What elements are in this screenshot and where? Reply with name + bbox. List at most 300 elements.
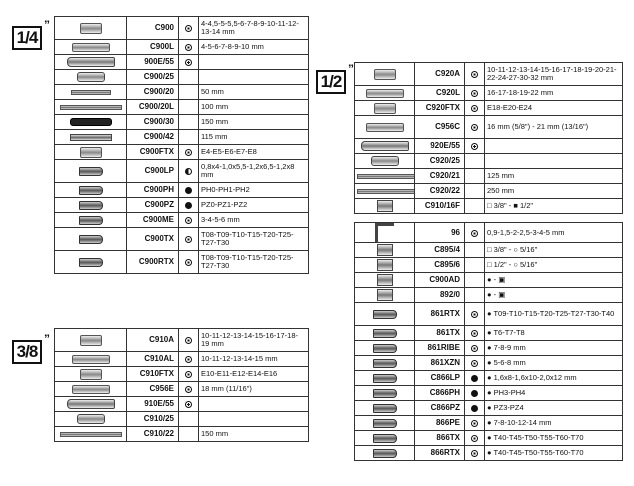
ring-symbol-icon	[471, 311, 478, 318]
sock-long-icon	[366, 89, 404, 98]
tool-image-cell	[55, 55, 127, 70]
table-row	[355, 303, 623, 326]
product-code: C900PH	[127, 183, 179, 198]
product-code: 892/0	[415, 288, 465, 303]
product-code: 861TX	[415, 326, 465, 341]
tool-image-cell	[355, 273, 415, 288]
fill-symbol-icon	[471, 375, 478, 382]
size-range: 150 mm	[199, 427, 309, 442]
profile-symbol-cell	[179, 397, 199, 412]
profile-symbol-cell	[465, 243, 485, 258]
cross-symbol-icon	[185, 59, 192, 66]
sock-long-icon	[72, 43, 110, 52]
product-code: 910E/55	[127, 397, 179, 412]
size-range: ● PH3-PH4	[485, 386, 623, 401]
sock-icon	[374, 69, 396, 80]
size-range: ● - ▣	[485, 273, 623, 288]
size-range: 250 mm	[485, 184, 623, 199]
size-range: E18-E20-E24	[485, 101, 623, 116]
table-row	[355, 416, 623, 431]
product-code: 900E/55	[127, 55, 179, 70]
tool-image-cell	[355, 243, 415, 258]
tool-image-cell	[355, 258, 415, 273]
table-row	[55, 115, 309, 130]
profile-symbol-cell	[465, 326, 485, 341]
product-code: C910/22	[127, 427, 179, 442]
table-row	[355, 154, 623, 169]
table-row	[55, 412, 309, 427]
tool-image-cell	[55, 183, 127, 198]
ring-symbol-icon	[471, 360, 478, 367]
tool-image-cell	[55, 198, 127, 213]
tool-image-cell	[55, 213, 127, 228]
product-code: C900FTX	[127, 145, 179, 160]
drive-badge-quarter: 1/4	[12, 26, 42, 50]
product-code: 866PE	[415, 416, 465, 431]
profile-symbol-cell	[179, 213, 199, 228]
size-range: 3-4-5-6 mm	[199, 213, 309, 228]
ring-symbol-icon	[471, 345, 478, 352]
size-range	[199, 55, 309, 70]
size-range: 16 mm (5/8") - 21 mm (13/16")	[485, 116, 623, 139]
fill-symbol-icon	[185, 202, 192, 209]
table-row	[355, 341, 623, 356]
ring-symbol-icon	[185, 371, 192, 378]
product-code: C900/25	[127, 70, 179, 85]
table-row	[355, 243, 623, 258]
table-row	[55, 228, 309, 251]
size-range: ● - ▣	[485, 288, 623, 303]
sock-long-icon	[72, 385, 110, 394]
bit-icon	[373, 419, 397, 428]
tool-image-cell	[55, 17, 127, 40]
size-range: ● T40-T45-T50-T55-T60-T70	[485, 431, 623, 446]
sock-icon	[80, 23, 102, 34]
size-range: E10-E11-E12-E14-E16	[199, 367, 309, 382]
fill-symbol-icon	[185, 187, 192, 194]
product-code: C900L	[127, 40, 179, 55]
bit-icon	[373, 329, 397, 338]
drive-badge-half: 1/2	[316, 70, 346, 94]
size-range: T08-T09-T10-T15-T20-T25-T27-T30	[199, 228, 309, 251]
adapter-icon	[377, 200, 393, 212]
bit-icon	[79, 201, 103, 210]
table-row	[55, 130, 309, 145]
table-row	[355, 86, 623, 101]
hex-icon	[375, 223, 394, 242]
size-range: E4-E5-E6-E7-E8	[199, 145, 309, 160]
ring-symbol-icon	[471, 230, 478, 237]
profile-symbol-cell	[465, 386, 485, 401]
product-code: C900/30	[127, 115, 179, 130]
size-range: 100 mm	[199, 100, 309, 115]
product-code: C910/16F	[415, 199, 465, 214]
table-row	[55, 367, 309, 382]
tool-image-cell	[55, 228, 127, 251]
ring-symbol-icon	[185, 149, 192, 156]
product-code: 861XZN	[415, 356, 465, 371]
tool-image-cell	[355, 199, 415, 214]
table-row	[55, 55, 309, 70]
tool-image-cell	[355, 303, 415, 326]
product-code: C895/6	[415, 258, 465, 273]
ratchet-icon	[361, 141, 409, 151]
product-code: C900ME	[127, 213, 179, 228]
product-code: C900/42	[127, 130, 179, 145]
sock-icon	[374, 103, 396, 114]
sock-long-icon	[72, 355, 110, 364]
profile-symbol-cell	[465, 401, 485, 416]
size-range: 125 mm	[485, 169, 623, 184]
ring-symbol-icon	[185, 25, 192, 32]
profile-symbol-cell	[179, 427, 199, 442]
profile-symbol-cell	[179, 352, 199, 367]
bit-icon	[79, 167, 103, 176]
profile-symbol-cell	[465, 101, 485, 116]
drive-badge-three-eighths: 3/8	[12, 340, 42, 364]
adapter-icon	[377, 244, 393, 256]
size-range: ● 1,6x8-1,6x10-2,0x12 mm	[485, 371, 623, 386]
bar-icon	[60, 105, 122, 110]
table-row	[55, 397, 309, 412]
tool-image-cell	[55, 352, 127, 367]
ring-symbol-icon	[185, 236, 192, 243]
tool-image-cell	[355, 341, 415, 356]
table-row	[55, 145, 309, 160]
table-row	[355, 199, 623, 214]
profile-symbol-cell	[465, 199, 485, 214]
profile-symbol-cell	[179, 17, 199, 40]
product-code: 866RTX	[415, 446, 465, 461]
profile-symbol-cell	[465, 371, 485, 386]
adapter-icon	[377, 259, 393, 271]
tool-image-cell	[55, 40, 127, 55]
size-range: ● T09-T10-T15-T20-T25-T27-T30-T40	[485, 303, 623, 326]
ring-symbol-icon	[471, 420, 478, 427]
sock-icon	[80, 369, 102, 380]
bit-icon	[373, 359, 397, 368]
ring-symbol-icon	[185, 356, 192, 363]
tool-image-cell	[55, 160, 127, 183]
tool-image-cell	[55, 382, 127, 397]
bit-icon	[79, 186, 103, 195]
product-code: C900LP	[127, 160, 179, 183]
ring-symbol-icon	[185, 217, 192, 224]
bar-icon	[60, 432, 122, 437]
size-range: 16-17-18-19-22 mm	[485, 86, 623, 101]
table-row	[355, 401, 623, 416]
tool-image-cell	[55, 367, 127, 382]
tool-image-cell	[55, 251, 127, 274]
spec-table-half	[354, 62, 623, 214]
size-range: T08-T09-T10-T15-T20-T25-T27-T30	[199, 251, 309, 274]
tool-image-cell	[355, 139, 415, 154]
drive-quote-three-eighths: ”	[44, 332, 50, 346]
size-range	[199, 70, 309, 85]
product-code: C900PZ	[127, 198, 179, 213]
profile-symbol-cell	[179, 130, 199, 145]
bit-icon	[373, 389, 397, 398]
size-range: PZ0-PZ1-PZ2	[199, 198, 309, 213]
profile-symbol-cell	[179, 367, 199, 382]
tool-image-cell	[55, 100, 127, 115]
table-row	[355, 431, 623, 446]
table-row	[355, 63, 623, 86]
size-range: 0,8x4-1,0x5,5-1,2x6,5-1,2x8 mm	[199, 160, 309, 183]
size-range: ● 7-8-10-12-14 mm	[485, 416, 623, 431]
profile-symbol-cell	[465, 416, 485, 431]
tool-image-cell	[355, 416, 415, 431]
spec-table-three-eighths	[54, 328, 309, 442]
product-code: C866PH	[415, 386, 465, 401]
tool-image-cell	[55, 145, 127, 160]
size-range	[485, 139, 623, 154]
tool-image-cell	[355, 63, 415, 86]
profile-symbol-cell	[465, 63, 485, 86]
size-range: 10-11-12-13-14-15-16-17-18-19 mm	[199, 329, 309, 352]
product-code: C920/25	[415, 154, 465, 169]
tool-image-cell	[355, 86, 415, 101]
tool-image-cell	[355, 154, 415, 169]
tool-image-cell	[355, 288, 415, 303]
ring-symbol-icon	[471, 90, 478, 97]
profile-symbol-cell	[465, 116, 485, 139]
ring-symbol-icon	[471, 330, 478, 337]
ratchet-icon	[67, 57, 115, 67]
table-row	[355, 184, 623, 199]
tool-image-cell	[355, 101, 415, 116]
table-row	[355, 371, 623, 386]
profile-symbol-cell	[179, 40, 199, 55]
tool-image-cell	[355, 446, 415, 461]
profile-symbol-cell	[179, 198, 199, 213]
tool-image-cell	[55, 397, 127, 412]
profile-symbol-cell	[179, 115, 199, 130]
spec-table-quarter	[54, 16, 309, 274]
tool-image-cell	[55, 70, 127, 85]
profile-symbol-cell	[465, 86, 485, 101]
product-code: C956E	[127, 382, 179, 397]
size-range: □ 3/8" - ○ 5/16"	[485, 243, 623, 258]
tbar-icon	[70, 134, 112, 141]
size-range	[199, 397, 309, 412]
tool-image-cell	[55, 412, 127, 427]
bit-icon	[373, 404, 397, 413]
profile-symbol-cell	[465, 288, 485, 303]
profile-symbol-cell	[465, 258, 485, 273]
product-code: C920L	[415, 86, 465, 101]
profile-symbol-cell	[465, 169, 485, 184]
fill-symbol-icon	[471, 390, 478, 397]
table-row	[55, 70, 309, 85]
product-code: 861RTX	[415, 303, 465, 326]
product-code: C910FTX	[127, 367, 179, 382]
profile-symbol-cell	[179, 100, 199, 115]
product-code: C910A	[127, 329, 179, 352]
drive-quote-half: ”	[348, 62, 354, 76]
ring-symbol-icon	[471, 450, 478, 457]
ujoint-icon	[77, 72, 105, 82]
tool-image-cell	[355, 169, 415, 184]
size-range: 10-11-12-13-14-15 mm	[199, 352, 309, 367]
table-row	[55, 17, 309, 40]
ring-symbol-icon	[471, 435, 478, 442]
tool-image-cell	[355, 116, 415, 139]
size-range: □ 1/2" - ○ 5/16"	[485, 258, 623, 273]
sock-long-icon	[366, 123, 404, 132]
table-row	[355, 273, 623, 288]
tool-image-cell	[355, 431, 415, 446]
tool-image-cell	[355, 326, 415, 341]
size-range: ● 7-8-9 mm	[485, 341, 623, 356]
bit-icon	[373, 310, 397, 319]
table-row	[55, 352, 309, 367]
cross-symbol-icon	[185, 401, 192, 408]
size-range: 4-5-6-7-8-9-10 mm	[199, 40, 309, 55]
ujoint-icon	[77, 414, 105, 424]
product-code: C956C	[415, 116, 465, 139]
size-range: 18 mm (11/16")	[199, 382, 309, 397]
product-code: C920/21	[415, 169, 465, 184]
table-row	[355, 116, 623, 139]
size-range: 4-4,5-5-5,5-6-7-8-9-10-11-12-13-14 mm	[199, 17, 309, 40]
size-range: 10-11-12-13-14-15-16-17-18-19-20-21-22-24-27-30-32 mm	[485, 63, 623, 86]
table-row	[355, 288, 623, 303]
spec-table-bits	[354, 222, 623, 461]
table-row	[55, 329, 309, 352]
profile-symbol-cell	[465, 303, 485, 326]
table-row	[55, 198, 309, 213]
profile-symbol-cell	[179, 382, 199, 397]
ring-symbol-icon	[185, 44, 192, 51]
product-code: C900RTX	[127, 251, 179, 274]
bit-icon	[373, 434, 397, 443]
profile-symbol-cell	[179, 412, 199, 427]
table-row	[55, 40, 309, 55]
profile-symbol-cell	[465, 223, 485, 243]
table-row	[355, 169, 623, 184]
product-code: C920A	[415, 63, 465, 86]
ring-symbol-icon	[185, 337, 192, 344]
profile-symbol-cell	[179, 329, 199, 352]
tool-image-cell	[355, 386, 415, 401]
product-code: C910AL	[127, 352, 179, 367]
tool-image-cell	[55, 115, 127, 130]
bit-icon	[79, 235, 103, 244]
profile-symbol-cell	[465, 273, 485, 288]
ring-symbol-icon	[471, 71, 478, 78]
bit-icon	[373, 374, 397, 383]
bar-short-icon	[71, 90, 111, 95]
table-row	[55, 382, 309, 397]
table-row	[355, 258, 623, 273]
table-row	[55, 100, 309, 115]
product-code: C895/4	[415, 243, 465, 258]
sock-icon	[80, 335, 102, 346]
size-range: □ 3/8" - ■ 1/2"	[485, 199, 623, 214]
product-code: C920/22	[415, 184, 465, 199]
ujoint-icon	[371, 156, 399, 166]
table-row	[55, 85, 309, 100]
product-code: C866PZ	[415, 401, 465, 416]
profile-symbol-cell	[465, 139, 485, 154]
size-range: ● T6-T7-T8	[485, 326, 623, 341]
table-row	[55, 160, 309, 183]
size-range: ● PZ3-PZ4	[485, 401, 623, 416]
tool-image-cell	[55, 85, 127, 100]
profile-symbol-cell	[465, 356, 485, 371]
ring-symbol-icon	[185, 259, 192, 266]
tool-image-cell	[355, 223, 415, 243]
size-range	[485, 154, 623, 169]
profile-symbol-cell	[179, 228, 199, 251]
fill-symbol-icon	[471, 405, 478, 412]
table-row	[355, 223, 623, 243]
tool-image-cell	[55, 329, 127, 352]
profile-symbol-cell	[179, 145, 199, 160]
bit-icon	[79, 216, 103, 225]
table-row	[55, 251, 309, 274]
bar-icon	[357, 189, 415, 194]
product-code: 96	[415, 223, 465, 243]
tool-image-cell	[355, 356, 415, 371]
product-code: C900AD	[415, 273, 465, 288]
table-row	[55, 427, 309, 442]
tool-image-cell	[355, 371, 415, 386]
product-code: 920E/55	[415, 139, 465, 154]
bit-icon	[373, 449, 397, 458]
table-row	[355, 386, 623, 401]
bit-icon	[373, 344, 397, 353]
tool-image-cell	[355, 184, 415, 199]
profile-symbol-cell	[179, 70, 199, 85]
product-code: C900/20L	[127, 100, 179, 115]
product-code: C900TX	[127, 228, 179, 251]
table-row	[355, 139, 623, 154]
adapter-icon	[377, 289, 393, 301]
ring-symbol-icon	[471, 124, 478, 131]
profile-symbol-cell	[179, 160, 199, 183]
drive-quote-quarter: ”	[44, 18, 50, 32]
size-range: 0,9-1,5-2-2,5-3-4-5 mm	[485, 223, 623, 243]
profile-symbol-cell	[465, 184, 485, 199]
size-range: ● 5-6-8 mm	[485, 356, 623, 371]
half-symbol-icon	[185, 168, 192, 175]
size-range: PH0-PH1-PH2	[199, 183, 309, 198]
product-code: C866LP	[415, 371, 465, 386]
size-range: 115 mm	[199, 130, 309, 145]
ratchet-icon	[67, 399, 115, 409]
profile-symbol-cell	[465, 154, 485, 169]
bit-icon	[79, 258, 103, 267]
ring-symbol-icon	[185, 386, 192, 393]
size-range: ● T40-T45-T50-T55-T60-T70	[485, 446, 623, 461]
profile-symbol-cell	[179, 85, 199, 100]
tool-image-cell	[55, 130, 127, 145]
size-range: 150 mm	[199, 115, 309, 130]
tool-image-cell	[55, 427, 127, 442]
profile-symbol-cell	[465, 446, 485, 461]
bar-icon	[357, 174, 415, 179]
profile-symbol-cell	[465, 431, 485, 446]
sock-icon	[80, 147, 102, 158]
profile-symbol-cell	[179, 55, 199, 70]
handle-icon	[70, 118, 112, 126]
product-code: C900	[127, 17, 179, 40]
size-range	[199, 412, 309, 427]
tool-image-cell	[355, 401, 415, 416]
table-row	[355, 101, 623, 116]
